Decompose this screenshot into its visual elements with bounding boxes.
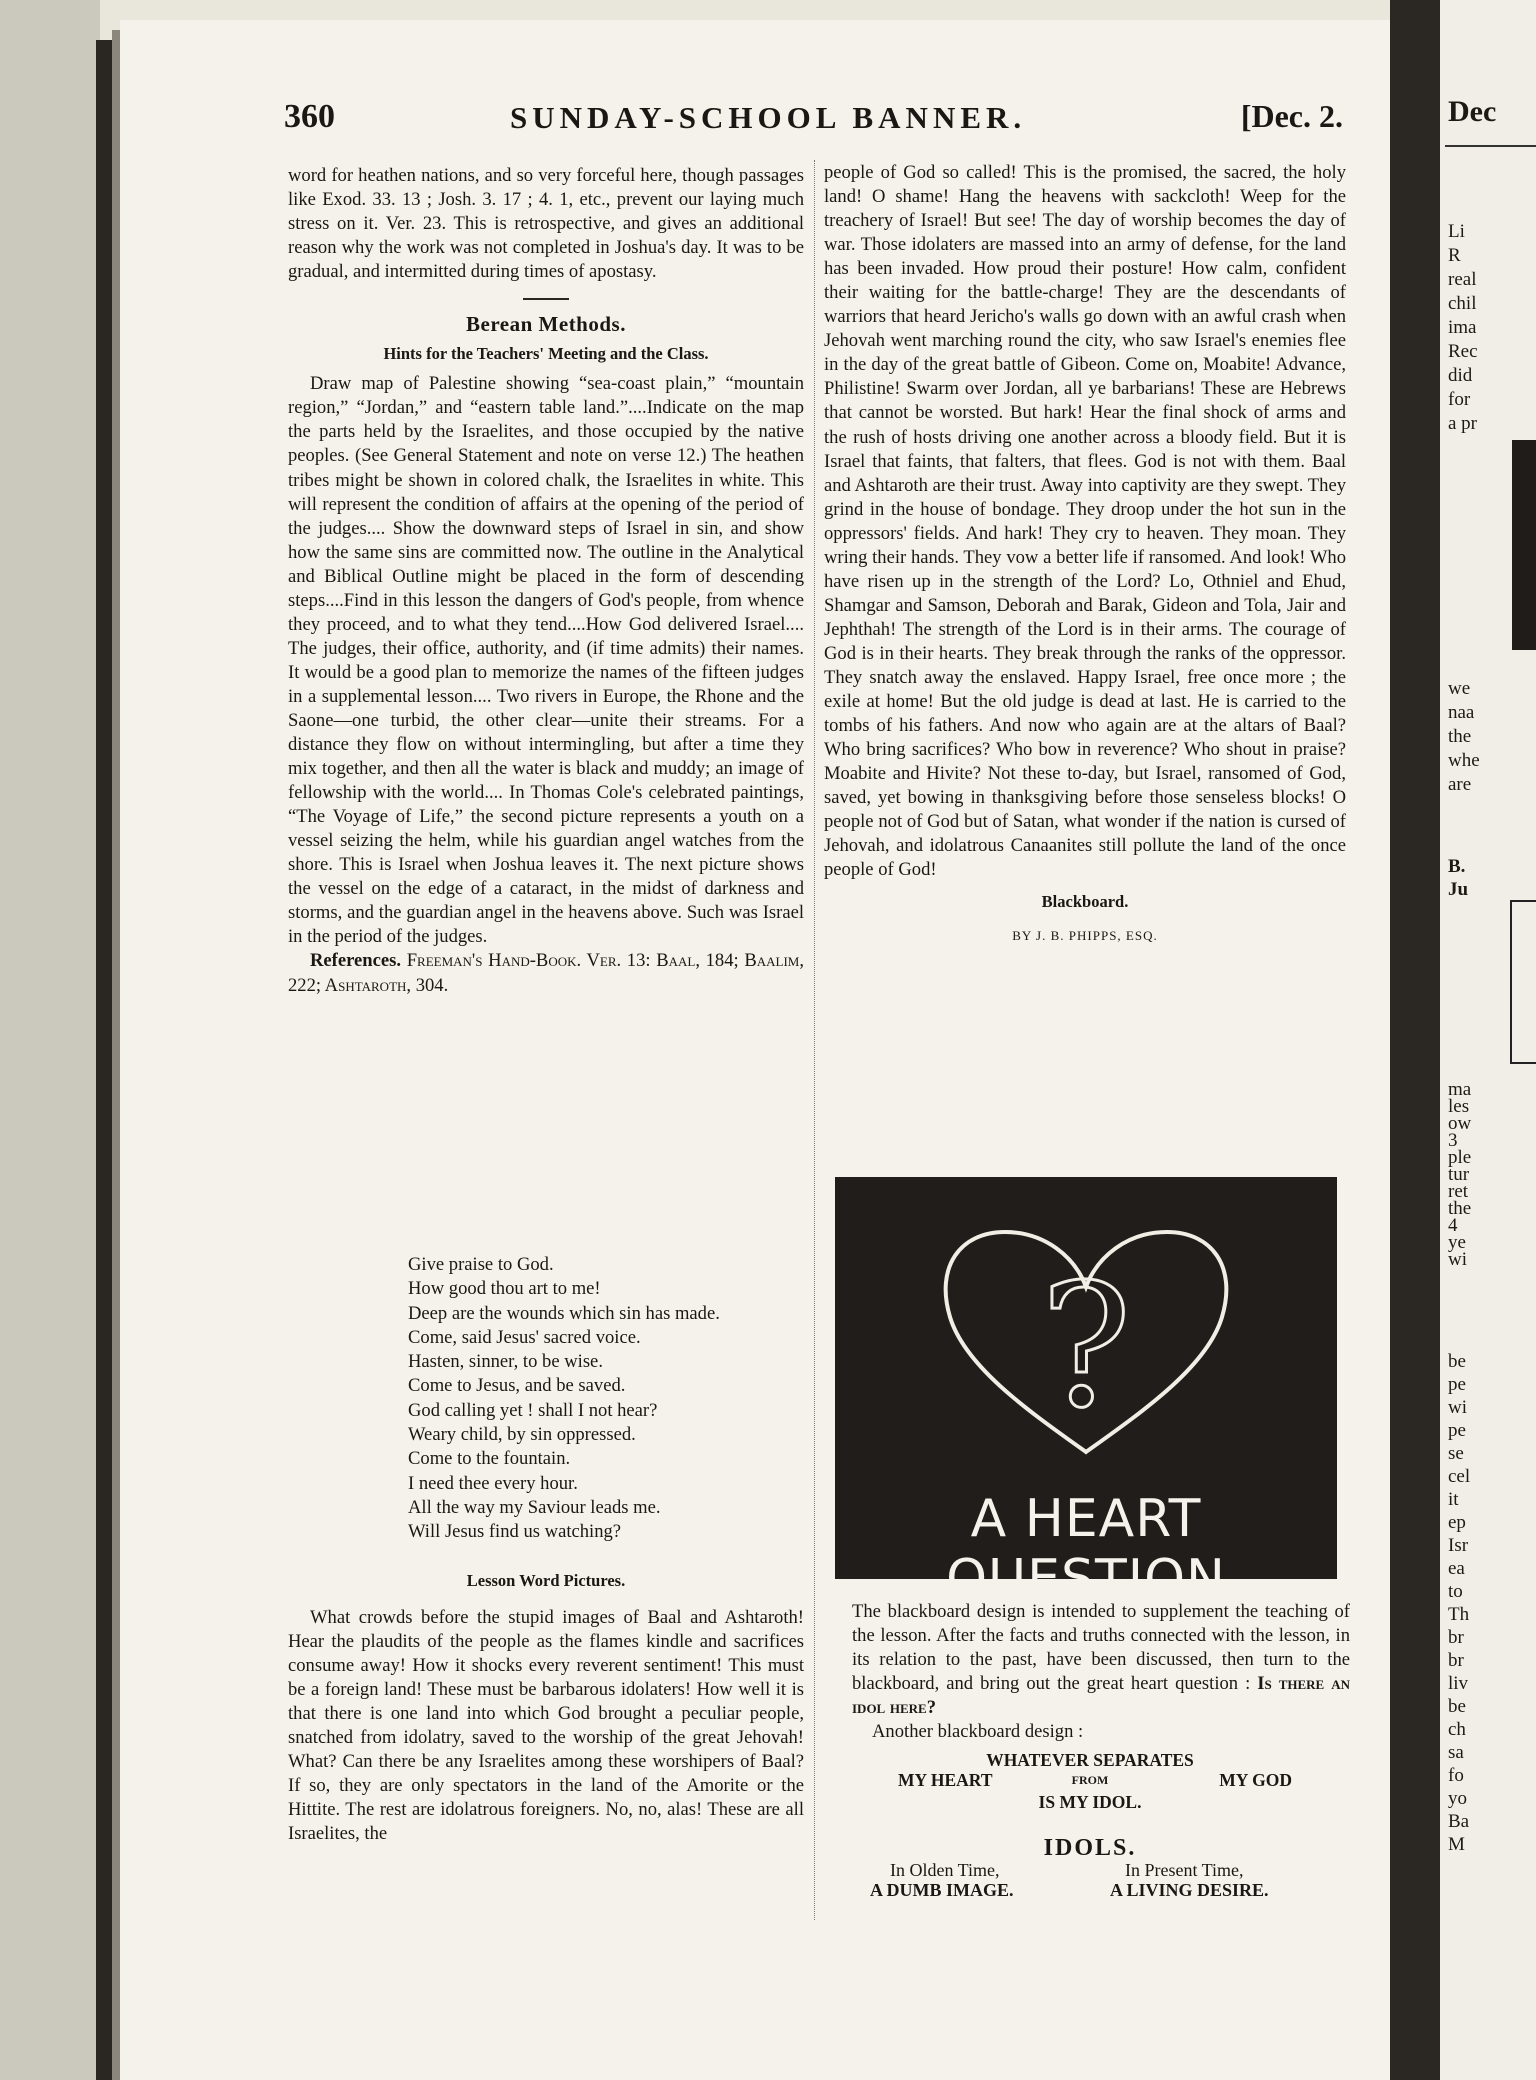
blackboard-notes [850, 1600, 1350, 1744]
next-page-line: yo [1448, 1788, 1467, 1809]
next-page-line: sa [1448, 1742, 1464, 1763]
next-page-line: chil [1448, 293, 1477, 314]
idols-right-2: A LIVING DESIRE. [1110, 1880, 1269, 1900]
next-page-line: be [1448, 1696, 1466, 1717]
lesson-word-pictures-heading: Lesson Word Pictures. [466, 1571, 626, 1590]
design-line-1: WHATEVER SEPARATES [986, 1750, 1194, 1770]
next-page-line: cel [1448, 1466, 1471, 1487]
next-page-line: se [1448, 1443, 1464, 1464]
next-page-heading-b: B. [1448, 856, 1466, 877]
next-page-line: fo [1448, 1765, 1464, 1786]
section-rule [523, 298, 569, 300]
column-divider [814, 160, 816, 1920]
design-right: MY GOD [1219, 1770, 1292, 1790]
hymn-line: Come to Jesus, and be saved. [408, 1375, 626, 1397]
next-page-line: ple [1448, 1147, 1472, 1168]
next-page-box [1510, 900, 1536, 1064]
references-label: References. [310, 950, 402, 972]
design-line-2 [850, 1770, 1330, 1792]
next-page-heading-ju: Ju [1448, 879, 1469, 900]
hymn-line: I need thee every hour. [408, 1472, 578, 1494]
berean-methods-heading: Berean Methods. [466, 312, 626, 337]
left-column-bottom [288, 1606, 804, 1846]
blackboard-title: A HEART QUESTION [946, 1489, 1226, 1609]
hints-heading: Hints for the Teachers' Meeting and the Class. [383, 344, 709, 364]
design-from: FROM [1071, 1773, 1109, 1787]
intro-paragraph: word for heathen nations, and so very forceful here, though passages like Exod. 33. 13 ; Josh. 3. 17 ; 4. 1, etc., prevent our laying much stress on it. Ver. 23. This is retrospective, and gives an additional reason why the work was not completed in Joshua's day. It was to be gradual, and intermitted during times of apostasy. [288, 165, 804, 283]
left-column [288, 164, 804, 998]
blackboard-byline: BY J. B. PHIPPS, ESQ. [1012, 928, 1158, 944]
hymn-line: Deep are the wounds which sin has made. [408, 1302, 720, 1324]
next-page-line: wi [1448, 1397, 1467, 1418]
book-binding [96, 40, 112, 2080]
hymn-line: Come to the fountain. [408, 1448, 571, 1470]
idols-left-1: In Olden Time, [890, 1860, 1000, 1880]
hymn-line: All the way my Saviour leads me. [408, 1496, 661, 1518]
next-page-line: liv [1448, 1673, 1469, 1694]
next-page-line: the [1448, 726, 1472, 747]
next-page-line: we [1448, 678, 1471, 699]
hymn-line: Will Jesus find us watching? [408, 1521, 622, 1543]
next-page-line: 4 [1448, 1215, 1458, 1236]
next-page-line: Ba [1448, 1811, 1470, 1832]
blackboard-illustration [835, 1177, 1337, 1609]
next-page-line: les [1448, 1096, 1470, 1117]
next-page-line: a pr [1448, 413, 1478, 434]
word-pictures-continued: people of God so called! This is the promised, the sacred, the holy land! O shame! Hang the heavens with sackcloth! Weep for the treachery of Israel! But see! The day of worship becomes the day of war. Those idolaters are massed into an army of defense, for the land has been invaded. How proud their posture! How calm, confident their waiting for the battle-charge! They are the descendants of warriors that heard Jericho's walls go down with an awful crash when Jehovah went marching round the city, who saw Israel's enemies flee in the day of the great battle of Gibeon. Come on, Moabite! Advance, Philistine! Swarm over Jordan, all ye barbarians! These are Hebrews that cannot be worsted. But hark! Hear the final shock of arms and the rush of hosts driving one another across a bloody field. But it is Israel that faints, that falters, that flees. God is not with them. Baal and Ashtaroth are their trust. Away into captivity are they swept. They grind in the house of bondage. They droop under the hot sun in the oppressors' fields. And hark! They cry to heaven. They moan. They wring their hands. They vow a better life if ransomed. And look! Who have risen up in the strength of the Lord? Lo, Othniel and Ehud, Shamgar and Samson, Deborah and Barak, Gideon and Tola, Jair and Jephthah! The strength of the Lord is in their arms. The courage of God is in their hearts. They break through the ranks of the oppressor. They snatch away the enslaved. Happy Israel, free once more ; the exile at home! But the old judge is dead at last. He is carried to the tombs of his fathers. And now who again are at the altars of Baal? Who bring sacrifices? Who bow in reverence? Who shout in praise? Moabite and Hivite? Not these to-day, but Israel, ransomed of God, saved, yet bowing in thanksgiving before those senseless blocks! O people not of God but of Satan, what wonder if the nation is cursed of Jehovah, and idolatrous Canaanites still pollute the land of the once people of God! [824, 162, 1346, 881]
next-page-line: Li [1448, 221, 1465, 242]
idols-left-2: A DUMB IMAGE. [870, 1880, 1014, 1900]
next-page-line: pe [1448, 1374, 1466, 1395]
hymn-line: God calling yet ! shall I not hear? [408, 1399, 658, 1421]
design-left: MY HEART [898, 1770, 993, 1790]
next-page-line: Rec [1448, 341, 1478, 362]
next-page-line: real [1448, 269, 1477, 290]
next-page-header: Dec [1448, 95, 1497, 128]
idol-design [850, 1750, 1330, 1812]
next-page-line: 3 [1448, 1130, 1458, 1151]
book-gutter [1390, 0, 1440, 2080]
heart-question-text: Is there an idol here? [852, 1673, 1350, 1719]
binding-edge [112, 30, 120, 2080]
next-page-line: did [1448, 365, 1473, 386]
header-date: [Dec. 2. [1240, 98, 1343, 134]
blackboard-explanation-text: The blackboard design is intended to supplement the teaching of the lesson. After the facts and truths connected with the lesson, in its relation to the past, have been discussed, then turn to the blackboard, and bring out the great heart question : [852, 1601, 1350, 1695]
next-page-line: ea [1448, 1558, 1465, 1579]
hymn-line: Give praise to God. [408, 1254, 554, 1275]
next-page-line: ret [1448, 1181, 1469, 1202]
next-page-rule [1445, 145, 1536, 147]
another-design-label: Another blackboard design : [872, 1721, 1084, 1743]
question-mark: ? [1040, 1248, 1132, 1446]
next-page-line: pe [1448, 1420, 1466, 1441]
next-page-line: br [1448, 1650, 1464, 1671]
next-page-fragment [1440, 0, 1536, 2080]
blackboard-explanation [850, 1600, 1350, 1720]
blackboard-heading: Blackboard. [1041, 892, 1129, 912]
next-page-line: the [1448, 1198, 1472, 1219]
scan-background [0, 0, 100, 2080]
idols-right-1: In Present Time, [1125, 1860, 1244, 1880]
next-page-line: are [1448, 774, 1472, 795]
hymn-line: Weary child, by sin oppressed. [408, 1424, 636, 1446]
next-page-line: ma [1448, 1079, 1472, 1100]
next-page-line: ch [1448, 1719, 1466, 1740]
page-header [170, 98, 1345, 146]
hymn-line: Come, said Jesus' sacred voice. [408, 1326, 641, 1348]
next-page-line: for [1448, 389, 1471, 410]
hymn-list [408, 1253, 720, 1545]
next-page-line: wi [1448, 1249, 1467, 1270]
next-page-line: to [1448, 1581, 1463, 1602]
references-paragraph [288, 949, 804, 997]
next-page-line: R [1448, 245, 1461, 266]
hymn-line: Hasten, sinner, to be wise. [408, 1351, 603, 1373]
next-page-line: M [1448, 1834, 1465, 1855]
next-page-line: br [1448, 1627, 1464, 1648]
next-page-line: Th [1448, 1604, 1470, 1625]
right-column [824, 161, 1346, 949]
next-page-line: naa [1448, 702, 1475, 723]
next-page-line: Isr [1448, 1535, 1469, 1556]
next-page-line: ye [1448, 1232, 1466, 1253]
hymn-line: How good thou art to me! [408, 1278, 601, 1300]
idols-title: IDOLS. [1043, 1835, 1137, 1861]
page-number: 360 [284, 98, 335, 135]
design-line-3: IS MY IDOL. [1038, 1792, 1142, 1812]
next-page-line: ow [1448, 1113, 1472, 1134]
next-page-line: be [1448, 1351, 1466, 1372]
next-page-line: ima [1448, 317, 1477, 338]
next-page-line: tur [1448, 1164, 1470, 1185]
next-page-line: it [1448, 1489, 1459, 1510]
running-title: SUNDAY-SCHOOL BANNER. [510, 100, 1027, 135]
lesson-word-pictures-paragraph: What crowds before the stupid images of Baal and Ashtaroth! Hear the plaudits of the people as the flames kindle and sacrifices consume away! How it shocks every reverent sentiment! This must be a foreign land! These must be barbarous idolaters! How well it is that there is one land into which God brought a peculiar people, snatched from idolatry, saved to the worship of the great Jehovah! What? Can there be any Israelites among these worshipers of Baal? If so, they are only spectators in the land of the Amorite or the Hittite. The rest are idolatrous foreigners. No, no, alas! These are all Israelites, the [288, 1607, 804, 1845]
next-page-image [1512, 440, 1536, 650]
next-page-line: ep [1448, 1512, 1466, 1533]
references-text: Freeman's Hand-Book. Ver. 13: Baal, 184; Baalim, 222; Ashtaroth, 304. [288, 950, 804, 996]
hints-paragraph: Draw map of Palestine showing “sea-coast plain,” “mountain region,” “Jordan,” and “eastern table land.”....Indicate on the map the parts held by the Israelites, and those occupied by the native peoples. (See General Statement and note on verse 12.) The heathen tribes might be shown in colored chalk, the Israelites in white. This will represent the condition of affairs at the opening of the period of the judges.... Show the downward steps of Israel in sin, and show how the same sins are committed now. The outline in the Analytical and Biblical Outline might be placed in the form of descending steps....Find in this lesson the dangers of God's people, from whence they proceed, and to what they tend....How God delivered Israel.... The judges, their office, authority, and (if time admits) their names. It would be a good plan to memorize the names of the fifteen judges in a supplemental lesson.... Two rivers in Europe, the Rhone and the Saone—one turbid, the other clear—unite their streams. For a distance they flow on without intermingling, but after a time they mix together, and then all the water is black and muddy; an image of fellowship with the world.... In Thomas Cole's celebrated paintings, “The Voyage of Life,” the second picture represents a youth on a vessel seizing the helm, while his guardian angel watches from the shore. This is Israel when Joshua leaves it. The next picture shows the vessel on the edge of a cataract, in the midst of darkness and storms, and the guardian angel in the heavens above. Such was Israel in the period of the judges. [288, 373, 804, 948]
next-page-line: whe [1448, 750, 1480, 771]
idols-subtitle [850, 1858, 1330, 1906]
